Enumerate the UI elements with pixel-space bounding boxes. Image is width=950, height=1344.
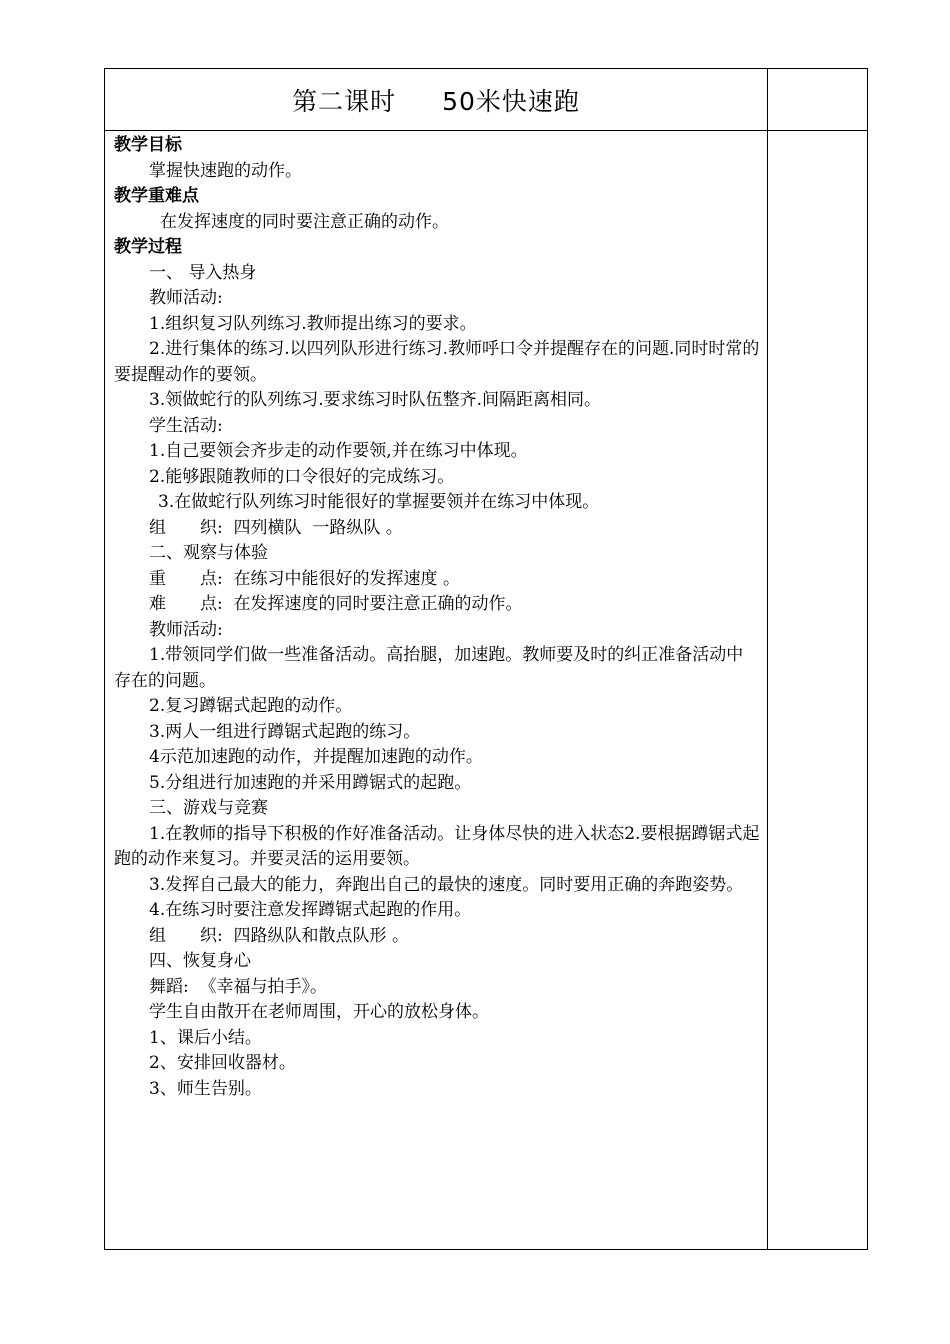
objective-text: 掌握快速跑的动作。 (149, 160, 302, 181)
activity-label: 学生活动: (149, 415, 223, 436)
lesson-content (114, 133, 760, 1102)
dance-line: 舞蹈: 《幸福与拍手》。 (149, 976, 328, 997)
list-item: 4.在练习时要注意发挥蹲锯式起跑的作用。 (149, 900, 472, 920)
part-heading: 二、观察与体验 (149, 543, 268, 563)
list-item: 1.在教师的指导下积极的作好准备活动。让身体尽快的进入状态2.要根据蹲锯式起跑的动作来复习。并要灵活的运用要领。 (114, 823, 760, 869)
list-item: 3.两人一组进行蹲锯式起跑的练习。 (149, 721, 421, 742)
list-item: 2、安排回收器材。 (149, 1053, 296, 1073)
list-item: 1.组织复习队列练习.教师提出练习的要求。 (149, 313, 477, 334)
key-points-text: 在发挥速度的同时要注意正确的动作。 (160, 211, 449, 232)
list-item: 1.自己要领会齐步走的动作要领,并在练习中体现。 (149, 441, 528, 461)
list-item: 2.进行集体的练习.以四列队形进行练习.教师呼口令并提醒存在的问题.同时时常的要提醒动作的要领。 (114, 339, 760, 385)
part-heading: 三、游戏与竞赛 (149, 798, 268, 818)
list-item: 3.发挥自己最大的能力，奔跑出自己的最快的速度。同时要用正确的奔跑姿势。 (149, 874, 744, 895)
lesson-plan-table (104, 68, 868, 1250)
section-heading-process: 教学过程 (114, 237, 182, 257)
organization-line: 组 织: 四列横队 一路纵队 。 (149, 517, 403, 538)
section-heading-key-points: 教学重难点 (114, 186, 199, 206)
lesson-number: 第二课时 (292, 86, 397, 116)
lesson-topic: 50米快速跑 (442, 86, 580, 116)
activity-label: 教师活动: (149, 288, 223, 308)
column-divider (767, 69, 768, 1249)
page-title (105, 69, 767, 130)
section-heading-objectives: 教学目标 (114, 135, 182, 155)
difficulty-line: 难 点: 在发挥速度的同时要注意正确的动作。 (149, 594, 523, 614)
part-heading: 四、恢复身心 (149, 951, 251, 971)
row-divider (105, 130, 867, 131)
list-item: 3、师生告别。 (149, 1078, 262, 1099)
activity-label: 教师活动: (149, 619, 223, 640)
list-item: 5.分组进行加速跑的并采用蹲锯式的起跑。 (149, 772, 472, 793)
list-item: 1、课后小结。 (149, 1027, 262, 1048)
list-item: 4示范加速跑的动作，并提醒加速跑的动作。 (149, 747, 483, 767)
list-item: 1.带领同学们做一些准备活动。高抬腿，加速跑。教师要及时的纠正准备活动中存在的问题。 (114, 645, 744, 691)
list-item: 3.领做蛇行的队列练习.要求练习时队伍整齐.间隔距离相同。 (149, 390, 602, 410)
part-heading: 一、 导入热身 (149, 262, 257, 283)
relax-line: 学生自由散开在老师周围，开心的放松身体。 (149, 1002, 489, 1022)
key-point-line: 重 点: 在练习中能很好的发挥速度 。 (149, 568, 460, 589)
organization-line: 组 织: 四路纵队和散点队形 。 (149, 925, 409, 946)
list-item: 3.在做蛇行队列练习时能很好的掌握要领并在练习中体现。 (158, 492, 600, 512)
list-item: 2.复习蹲锯式起跑的动作。 (149, 696, 353, 716)
list-item: 2.能够跟随教师的口令很好的完成练习。 (149, 466, 455, 487)
